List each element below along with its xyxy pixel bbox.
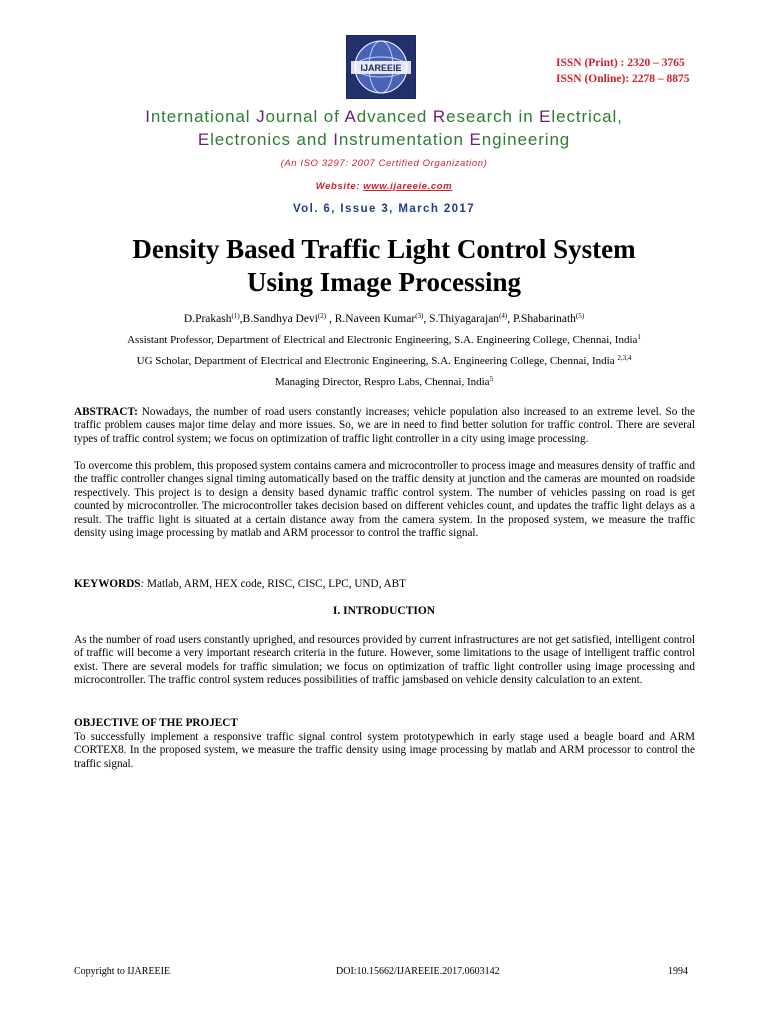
section-heading-objective: OBJECTIVE OF THE PROJECT	[74, 717, 238, 729]
journal-word: Electronics and	[197, 130, 334, 149]
introduction-text: As the number of road users constantly uprighed, and resources provided by current infrastructures are not get satisfied, intelligent control of traffic will become a very important research criteria in the future. However, some limitations to the usage of intelligent traffic control exist. There are several models for traffic simulation; we focus on optimization of traffic light controller using image processing and microcontroller. The traffic control system reduces possibilities of traffic jamsbased on vehicle density calculation to an extent.	[74, 634, 695, 687]
journal-title-line2	[0, 129, 768, 151]
website-label: Website:	[315, 181, 364, 192]
journal-word: Journal of	[256, 107, 345, 126]
abstract	[74, 406, 695, 446]
journal-logo	[346, 35, 416, 99]
website-link[interactable]: www.ijareeie.com	[363, 181, 453, 192]
keywords-label: KEYWORDS	[74, 578, 141, 590]
footer-copyright: Copyright to IJAREEIE	[74, 966, 171, 977]
journal-word: Advanced	[344, 107, 433, 126]
author: R.Naveen Kumar$^{(3)}$,	[334, 312, 430, 325]
issn-online: ISSN (Online): 2278 – 8875	[556, 73, 690, 85]
journal-word: Instrumentation	[333, 130, 470, 149]
affiliation-2: UG Scholar, Department of Electrical and Electronic Engineering, S.A. Engineering College, Chennai, India $^{2,3,4}$	[136, 354, 632, 367]
issn-print: ISSN (Print) : 2320 – 3765	[556, 57, 685, 69]
journal-title-line1	[0, 106, 768, 128]
paper-title-line1: Density Based Traffic Light Control System	[132, 234, 636, 264]
journal-word: Research in	[432, 107, 540, 126]
affiliation-1: Assistant Professor, Department of Electrical and Electronic Engineering, S.A. Engineering College, Chennai, India$^1$	[127, 333, 641, 346]
affiliation-3: Managing Director, Respro Labs, Chennai, India$^5$	[274, 375, 494, 388]
paper-title-line2: Using Image Processing	[247, 267, 521, 297]
abstract-text-1: Nowadays, the number of road users constantly increases; vehicle population also increased to an extreme level. So the traffic problem causes major time delay and more issues. So, we are in need to find better solution for traffic control. There are several types of traffic control system; we focus on optimization of traffic light controller in a city using image processing.	[74, 406, 695, 445]
keywords: KEYWORDS: Matlab, ARM, HEX code, RISC, CISC, LPC, UND, ABT	[74, 578, 406, 590]
journal-word: International	[145, 107, 257, 126]
author: S.Thiyagarajan$^{(4)}$,	[429, 312, 513, 325]
keywords-text: Matlab, ARM, HEX code, RISC, CISC, LPC, UND, ABT	[144, 578, 406, 590]
footer-page-number: 1994	[668, 966, 688, 977]
journal-word: Engineering	[469, 130, 571, 149]
journal-word: Electrical,	[539, 107, 623, 126]
footer-doi: DOI:10.15662/IJAREEIE.2017.0603142	[336, 966, 500, 977]
abstract-label: ABSTRACT:	[74, 406, 138, 418]
author: D.Prakash$^{(1)}$,	[183, 312, 243, 325]
section-heading-introduction: I. INTRODUCTION	[332, 605, 436, 617]
abstract-text-2: To overcome this problem, this proposed system contains camera and microcontroller to process image and measures density of traffic and the traffic controller changes signal timing automatically based on the traffic density at junction and the cameras are mounted on roadside respectively. This project is to design a density based dynamic traffic control system. The number of vehicles passing on road is get counted by microcontroller. The microcontroller takes decision based on different vehicles count, and updates the traffic light delays as a result. The traffic light is situated at a certain distance away from the camera system. In the proposed system, we measure the traffic density using image processing by matlab and ARM processor to control the traffic signal.	[74, 460, 695, 540]
author: P.Shabarinath$^{(5)}$	[512, 312, 585, 325]
certified-line: (An ISO 3297: 2007 Certified Organization)	[280, 158, 488, 169]
logo-text: IJAREEIE	[360, 63, 402, 73]
author-list	[0, 313, 768, 325]
objective-text: To successfully implement a responsive traffic signal control system prototypewhich in early stage used a beagle board and ARM CORTEX8. In the proposed system, we measure the traffic density using image processing by matlab and ARM processor to control the traffic signal.	[74, 731, 695, 770]
volume-issue: Vol. 6, Issue 3, March 2017	[292, 203, 476, 215]
author: B.Sandhya Devi$^{(2)}$ ,	[242, 312, 335, 325]
website-line	[0, 181, 768, 192]
